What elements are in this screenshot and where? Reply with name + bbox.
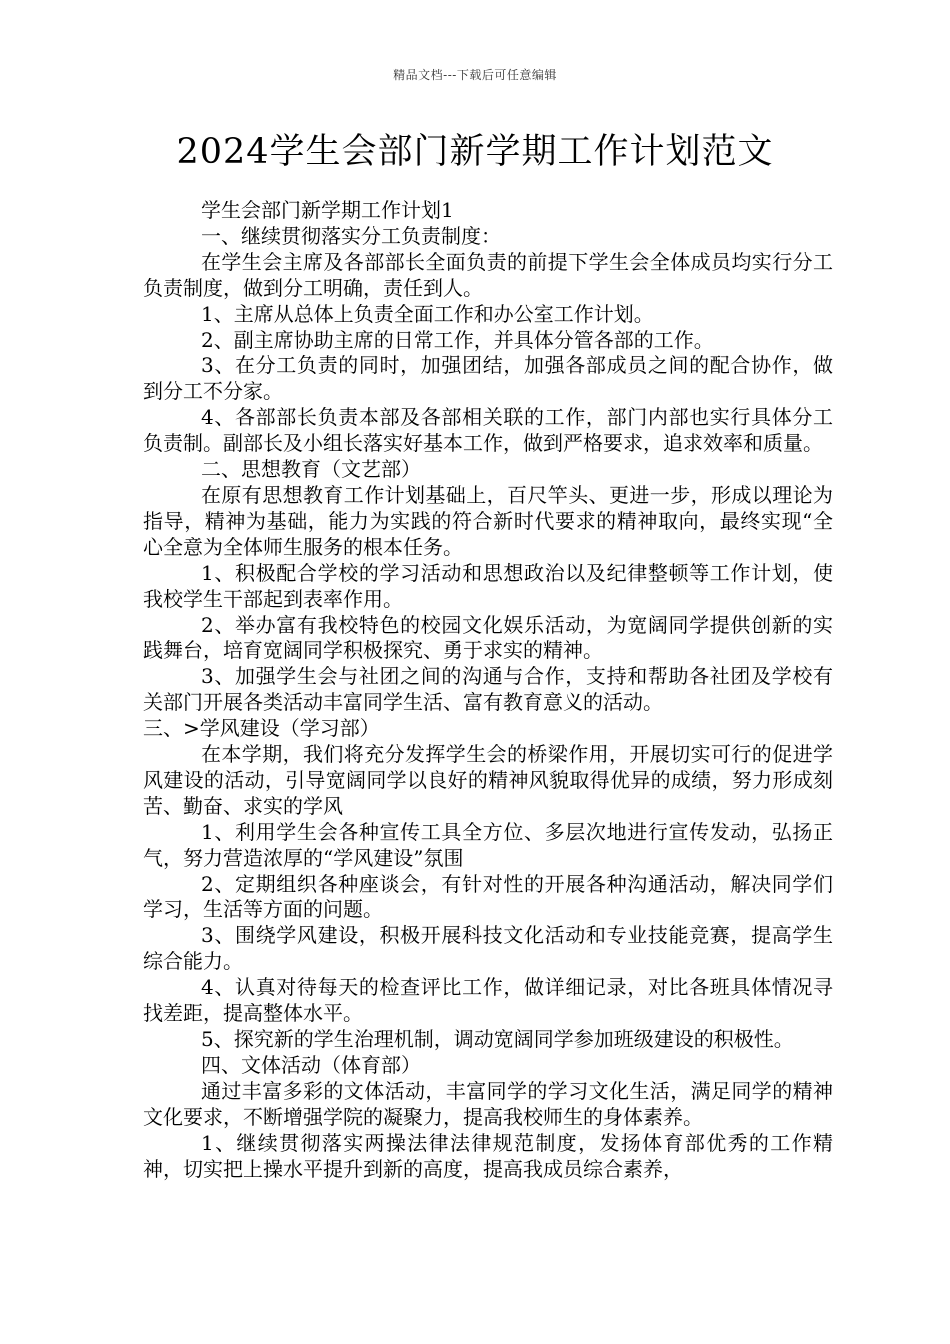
list-item: 1、利用学生会各种宣传工具全方位、多层次地进行宣传发动，弘扬正气，努力营造浓厚的“学风建设”氛围	[143, 819, 833, 870]
paragraph: 学生会部门新学期工作计划1	[201, 198, 454, 222]
list-item: 1、继续贯彻落实两操法律法律规范制度，发扬体育部优秀的工作精神，切实把上操水平提升到新的高度，提高我成员综合素养，	[143, 1130, 833, 1181]
header-note: 精品文档---下载后可任意编辑	[393, 68, 557, 82]
list-item: 2、举办富有我校特色的校园文化娱乐活动，为宽阔同学提供创新的实践舞台，培育宽阔同学积极探究、勇于求实的精神。	[143, 612, 833, 663]
list-item: 5、探究新的学生治理机制，调动宽阔同学参加班级建设的积极性。	[201, 1027, 794, 1051]
section-heading: 四、文体活动（体育部）	[201, 1052, 421, 1077]
list-item: 1、主席从总体上负责全面工作和办公室工作计划。	[201, 301, 654, 326]
list-item: 3、围绕学风建设，积极开展科技文化活动和专业技能竞赛，提高学生综合能力。	[143, 923, 833, 974]
list-item: 4、认真对待每天的检查评比工作，做详细记录，对比各班具体情况寻找差距，提高整体水平。	[143, 975, 833, 1026]
list-item: 1、积极配合学校的学习活动和思想政治以及纪律整顿等工作计划，使我校学生干部起到表率作用。	[143, 560, 833, 611]
section-heading: 一、继续贯彻落实分工负责制度：	[201, 223, 501, 248]
list-item: 3、在分工负责的同时，加强团结，加强各部成员之间的配合协作，做到分工不分家。	[143, 353, 833, 404]
paragraph: 在本学期，我们将充分发挥学生会的桥梁作用，开展切实可行的促进学风建设的活动，引导宽阔同学以良好的精神风貌取得优异的成绩，努力形成刻苦、勤奋、求实的学风	[143, 742, 833, 818]
paragraph: 通过丰富多彩的文体活动，丰富同学的学习文化生活，满足同学的精神文化要求，不断增强学院的凝聚力，提高我校师生的身体素养。	[143, 1078, 833, 1129]
section-heading: 三、>学风建设（学习部）	[143, 716, 380, 741]
list-item: 3、加强学生会与社团之间的沟通与合作，支持和帮助各社团及学校有关部门开展各类活动丰富同学生活、富有教育意义的活动。	[143, 664, 833, 715]
paragraph: 在学生会主席及各部部长全面负责的前提下学生会全体成员均实行分工负责制度，做到分工明确，责任到人。	[143, 249, 833, 300]
paragraph: 在原有思想教育工作计划基础上，百尺竿头、更进一步，形成以理论为指导，精神为基础，能力为实践的符合新时代要求的精神取向，最终实现“全心全意为全体师生服务的根本任务。	[143, 482, 833, 559]
document-body	[143, 198, 833, 1182]
section-heading: 二、思想教育（文艺部）	[201, 457, 421, 482]
page-title: 2024学生会部门新学期工作计划范文	[176, 132, 774, 172]
list-item: 4、各部部长负责本部及各部相关联的工作，部门内部也实行具体分工负责制。副部长及小组长落实好基本工作，做到严格要求，追求效率和质量。	[143, 405, 833, 456]
list-item: 2、定期组织各种座谈会，有针对性的开展各种沟通活动，解决同学们学习，生活等方面的问题。	[143, 871, 833, 922]
list-item: 2、副主席协助主席的日常工作，并具体分管各部的工作。	[201, 327, 714, 352]
